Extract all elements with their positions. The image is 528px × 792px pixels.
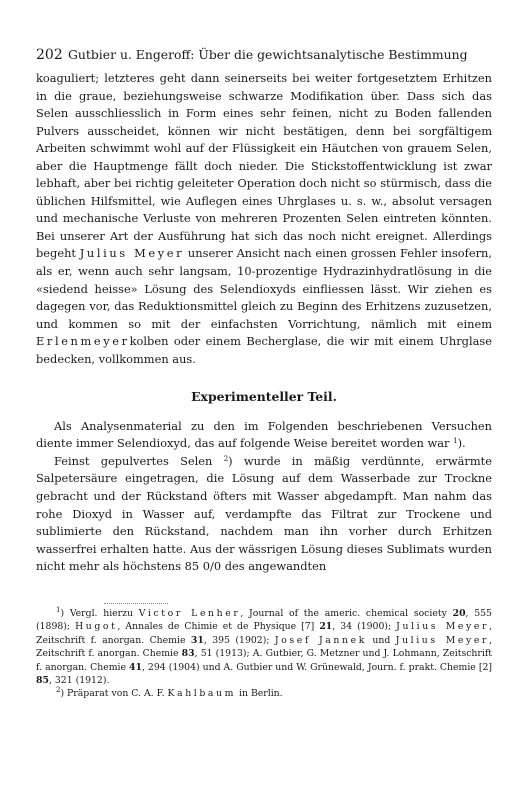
volume-83: 83 — [181, 648, 195, 660]
author-name-erlenmeyer: Erlenmeyer — [36, 334, 130, 349]
footnote-1-text-f: , Zeitschrift f. anorgan. Chemie — [36, 621, 492, 646]
author-name-meyer-1: Julius Meyer — [396, 621, 490, 633]
footnote-2 — [36, 687, 492, 700]
author-name-kahlbaum: Kahlbaum — [167, 688, 237, 700]
section-heading: Experimenteller Teil. — [191, 389, 337, 405]
footnote-1-text-h: und — [372, 634, 391, 646]
footnote-ref-2: 2 — [223, 454, 229, 463]
footnote-1-text-g: , 395 (1902); — [203, 634, 270, 646]
footnote-1-text-a: ) Vergl. hierzu — [60, 608, 134, 619]
volume-41: 41 — [129, 661, 142, 673]
paragraph-3-part-b: ) wurde in mäßig verdünnte, erwärmte Salpetersäure eingetragen, die Lösung auf dem Wasserbade zur Trockne gebracht und der Rückstand öfters mit Wasser abgedampft. Man nahm das rohe Dioxyd in Wasser auf, verdampfte das Filtrat zur Trockene und sublimierte den Rückstand, nachdem man ihn vorher durch Erhitzen wasserfrei erhalten hatte. Aus der wässrigen Lösung dieses Sublimats wurden nicht mehr als höchstens 85 — [36, 453, 492, 574]
footnote-1 — [36, 607, 492, 687]
footnote-1-text-j: , 51 (1913); A. Gutbier, G. Metzner und J. Lohmann, Zeitschrift f. anorgan. Chemie — [36, 648, 492, 673]
footnotes — [36, 607, 492, 701]
paragraph-2-end: ). — [457, 436, 466, 451]
paragraph-1-part-b: unserer Ansicht nach einen grossen Fehler insofern, als er, wenn auch sehr langsam, 10-prozentige Hydrazinhydratlösung in die «siedend heisse» Lösung des Selendioxyds einfliessen lässt. Wir ziehen es dagegen vor, das Reduktionsmittel gleich zu Beginn des Erhitzens zuzusetzen, und kommen so mit der einfachsten Vorrichtung, nämlich mit einem — [36, 246, 493, 331]
volume-31: 31 — [190, 634, 204, 646]
volume-20: 20 — [452, 608, 466, 619]
paragraph-3 — [36, 453, 492, 576]
volume-21: 21 — [319, 621, 333, 633]
footnote-1-mark: 1 — [56, 606, 61, 614]
percent-sign: 0/0 — [202, 559, 222, 574]
main-text — [36, 70, 492, 576]
running-title: Gutbier u. Engeroff: Über die gewichtsanalytische Bestimmung — [68, 47, 468, 62]
footnote-1-text-i: , Zeitschrift f. anorgan. Chemie — [36, 634, 492, 660]
footnote-ref-1: 1 — [453, 437, 458, 446]
footnote-2-text-b: in Berlin. — [239, 688, 283, 700]
author-name-hugot: Hugot — [75, 621, 118, 633]
page-number: 202 — [36, 47, 63, 63]
paragraph-1-part-a: koaguliert; letzteres geht dann seinerseits bei weiter fortgesetztem Erhitzen in die graue, beziehungsweise schwarze Modifikation über. Dass sich das Selen ausschliesslich in Form eines sehr feinen, nicht zu Boden fallenden Pulvers ausscheidet, können wir nicht bestätigen, denn bei sorgfältigem Arbeiten schwimmt wohl auf der Flüssigkeit ein Häutchen von grauem Selen, aber die Hauptmenge fällt doch nieder. Die Stickstoffentwicklung ist zwar lebhaft, aber bei richtig geleiteter Operation doch nicht so stürmisch, dass die üblichen Hilfsmittel, wie Auflegen eines Uhrglases u. s. w., absolut versagen und mechanische Verluste von mehreren Prozenten Selen eintreten könnten. Bei unserer Art der Ausführung hat sich das noch nicht ereignet. Allerdings begeht — [36, 71, 492, 261]
author-name-jannek: Josef Jannek — [274, 634, 367, 646]
footnote-1-text-l: , 321 (1912). — [48, 675, 110, 687]
footnote-2-text-a: ) Präparat von C. A. F. — [60, 688, 165, 700]
page-header — [36, 46, 492, 64]
author-name-meyer-2: Julius Meyer — [395, 634, 490, 646]
paragraph-3-part-c: des angewandten — [224, 559, 327, 574]
author-name-julius-meyer: Julius Meyer — [79, 246, 185, 261]
footnote-2-mark: 2 — [56, 686, 61, 695]
footnote-1-text-e: , 34 (1900); — [332, 621, 392, 633]
paragraph-1-part-c: kolben oder einem Becherglase, die wir mit einem Uhrglase bedecken, vollkommen aus. — [36, 334, 492, 366]
footnote-1-text-k: , 294 (1904) und A. Gutbier und W. Grünewald, Journ. f. prakt. Chemie [2] — [141, 661, 492, 673]
footnote-1-text-d: , Annales de Chimie et de Physique [7] — [117, 621, 315, 633]
footnote-separator — [104, 603, 168, 604]
paragraph-2 — [36, 418, 492, 453]
footnote-1-text-b: , Journal of the americ. chemical society — [240, 608, 447, 619]
paragraph-2-text: Als Analysenmaterial zu den im Folgenden beschriebenen Versuchen diente immer Selendioxyd, das auf folgende Weise bereitet worden war — [36, 418, 492, 451]
volume-85: 85 — [36, 675, 49, 687]
footnote-1-text-c: , 555 (1898); — [36, 608, 492, 633]
paragraph-1 — [36, 70, 492, 368]
author-name-lenher: Victor Lenher — [138, 608, 241, 619]
paragraph-3-part-a: Feinst gepulvertes Selen — [54, 453, 213, 468]
